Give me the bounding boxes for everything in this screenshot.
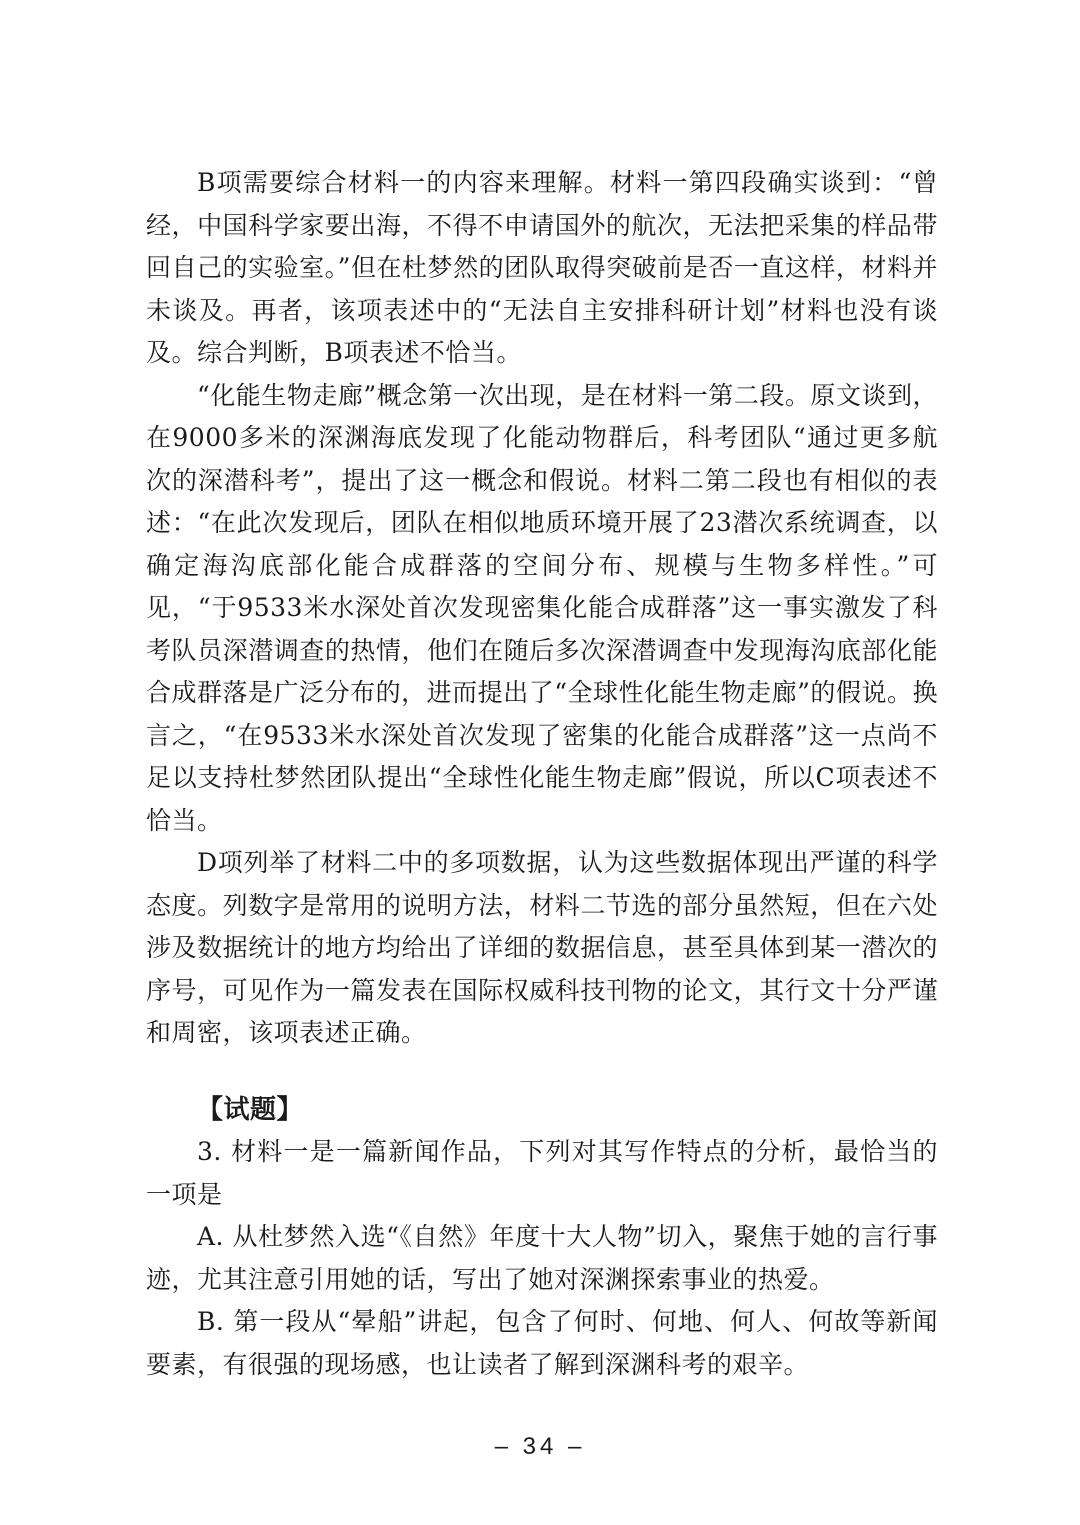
question-stem: 3. 材料一是一篇新闻作品，下列对其写作特点的分析，最恰当的一项是 xyxy=(146,1137,938,1209)
section-heading: 【试题】 xyxy=(197,1094,304,1125)
page-number: – 34 – xyxy=(494,1433,586,1460)
paragraph-b-analysis: B项需要综合材料一的内容来理解。材料一第四段确实谈到：“曾经，中国科学家要出海，不得不申请国外的航次，无法把采集的样品带回自己的实验室。”但在杜梦然的团队取得突破前是否一直这样，材料并未谈及。再者，该项表述中的“无法自主安排科研计划”材料也没有谈及。综合判断，B项表述不恰当。 xyxy=(146,168,938,367)
body-text xyxy=(146,162,938,1386)
option-b: B. 第一段从“晕船”讲起，包含了何时、何地、何人、何故等新闻要素，有很强的现场感，也让读者了解到深渊科考的艰辛。 xyxy=(146,1307,938,1379)
paragraph-d-analysis: D项列举了材料二中的多项数据，认为这些数据体现出严谨的科学态度。列数字是常用的说明方法，材料二节选的部分虽然短，但在六处涉及数据统计的地方均给出了详细的数据信息，甚至具体到某一潜次的序号，可见作为一篇发表在国际权威科技刊物的论文，其行文十分严谨和周密，该项表述正确。 xyxy=(146,848,938,1047)
option-a: A. 从杜梦然入选“《自然》年度十大人物”切入，聚焦于她的言行事迹，尤其注意引用她的话，写出了她对深渊探索事业的热爱。 xyxy=(146,1222,938,1294)
paragraph-c-analysis: “化能生物走廊”概念第一次出现，是在材料一第二段。原文谈到，在9000多米的深渊海底发现了化能动物群后，科考团队“通过更多航次的深潜科考”，提出了这一概念和假说。材料二第二段也有相似的表述：“在此次发现后，团队在相似地质环境开展了23潜次系统调查，以确定海沟底部化能合成群落的空间分布、规模与生物多样性。”可见，“于9533米水深处首次发现密集化能合成群落”这一事实激发了科考队员深潜调查的热情，他们在随后多次深潜调查中发现海沟底部化能合成群落是广泛分布的，进而提出了“全球性化能生物走廊”的假说。换言之，“在9533米水深处首次发现了密集的化能合成群落”这一点尚不足以支持杜梦然团队提出“全球性化能生物走廊”假说，所以C项表述不恰当。 xyxy=(146,380,938,835)
